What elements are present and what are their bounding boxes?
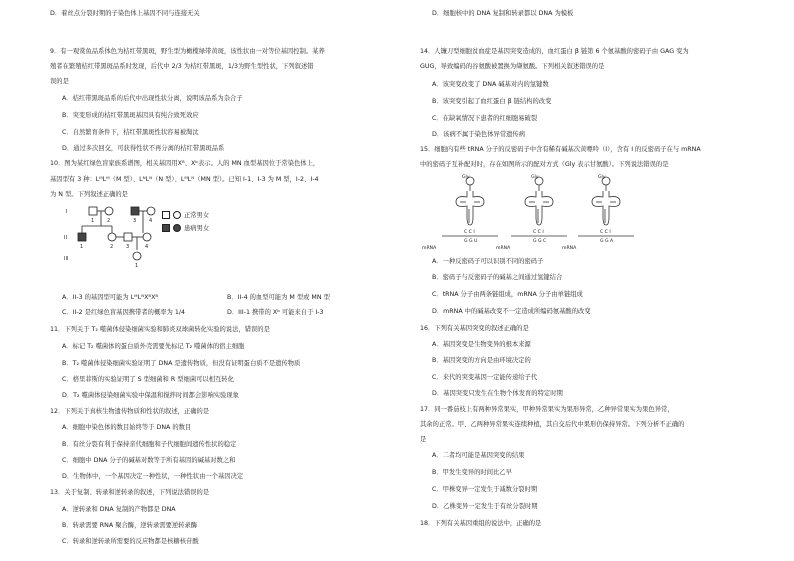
q18-stem: 18．下列有关基因重组的说法中，正确的是 (420, 520, 542, 527)
q17-option-b: B．甲发生变异的时间比乙早 (432, 469, 512, 476)
mrna-label-1: mRNA (422, 246, 437, 251)
q16-option-b: B．基因突变的方向是由环境决定的 (432, 357, 531, 364)
q17-option-c: C．甲株变异一定发生于减数分裂时期 (432, 486, 538, 493)
q16-option-c: C．来代的突变基因一定能传递给子代 (432, 374, 538, 381)
q9-option-b: B．突变形成的桔红带黑斑基因具有纯合致死效应 (62, 112, 199, 119)
mrna-label-2: mRNA (496, 246, 511, 251)
q17-option-d: D．乙株变异一定发生于有丝分裂时期 (432, 503, 538, 510)
q11-stem: 11．下列关于 T₂ 噬菌体侵染细菌实验和肺炎双球菌转化实验的说法，错误的是 (50, 326, 270, 333)
trna-body-2 (525, 191, 553, 225)
q11-option-b: B．T₂ 噬菌体侵染细菌实验证明了 DNA 是遗传物质，但没有证明蛋白质不是遗传物质 (62, 360, 301, 367)
q12-stem: 12．下列关于真核生物遗传物质和性状的叙述，正确的是 (50, 408, 210, 415)
q10-stem-line-1: 10．图为某红绿色盲家族系谱图，相关基因用Xᴮ、Xᵇ表示。人的 MN 血型基因位于常染色体上， (50, 160, 320, 167)
pedigree-male-i1 (89, 207, 97, 215)
trna-diagram (422, 173, 648, 253)
q14-option-b: B．该突变引起了血红蛋白 β 链结构的改变 (432, 98, 552, 105)
q15-option-d: D．mRNA 中的碱基改变不一定造成所编码氨基酸的改变 (432, 308, 591, 315)
legend-affected: 患病男女 (162, 224, 209, 232)
q13-option-d: D．细胞核中的 DNA 复制和转录都以 DNA 为模板 (432, 10, 574, 17)
q17-stem-line-1: 17．同一番茄枝上有两种异常果实，甲种异常果实为果形异常，乙种异常果实为果色异常， (420, 406, 674, 413)
codon-3: G G A (600, 239, 614, 244)
q15-stem-line-2: 中的密码子互补配对时，存在如图所示的配对方式（Gly 表示甘氨酸）。下列说法错误的是 (420, 161, 669, 168)
codon-1: G G U (464, 239, 478, 244)
trna-body-3 (592, 191, 620, 225)
q14-option-c: C．在缺氧情况下患者的红细胞易破裂 (432, 115, 538, 122)
q17-stem-line-2: 其余的正常。甲、乙两种异常果实连续种植，其自交后代中果形仍保持异常。下列分析不正确的 (420, 421, 685, 428)
legend-affected-male-icon (162, 224, 170, 232)
gly-label-2: Gly (531, 175, 539, 180)
pedigree-female-iii1 (133, 252, 141, 260)
q17-stem-line-3: 是 (420, 436, 427, 443)
pedigree-female-ii2 (108, 233, 116, 241)
q11-option-d: D．T₂ 噬菌体侵染细菌实验中保温和搅拌时间都会影响实验现象 (62, 392, 239, 399)
num-i3: 3 (133, 218, 137, 224)
q13-option-b: B．转录需要 RNA 聚合酶，逆转录需要逆转录酶 (62, 522, 198, 529)
q15-option-a: A．一种反密码子可以识别不同的密码子 (432, 258, 544, 265)
q10-stem-line-3: 为 N 型。下列叙述正确的是 (50, 191, 128, 198)
q15-stem-line-1: 15．细胞内有些 tRNA 分子的反密码子中含有稀有碱基次黄嘌呤（I），含有 I 的反密码子在与 mRNA (420, 146, 701, 153)
num-ii3: 3 (126, 244, 130, 250)
q14-stem-line-1: 14．人镰刀型细胞贫血症是基因突变造成的，血红蛋白 β 链第 6 个氨基酸的密码子由 GAG 变为 (420, 48, 689, 55)
q9-stem-line-2: 殖者在繁殖桔红带黑斑品系时发现，后代中 2/3 为桔红带黑斑，1/3为野生型性状，下列叙述错 (50, 63, 314, 70)
q9-stem-line-1: 9．有一观赏鱼品系体色为桔红带黑斑，野生型为橄榄绿带黄斑，该性状由一对等位基因控制。某养 (50, 48, 325, 55)
q14-option-a: A．该突变改变了 DNA 碱基对内的氢键数 (432, 81, 549, 88)
pedigree-female-i4 (147, 207, 155, 215)
q12-option-a: A．细胞中染色体的数目始终等于 DNA 的数目 (62, 424, 192, 431)
q9-option-c: C．自然繁育条件下，桔红带黑斑性状容易被淘汰 (62, 129, 199, 136)
anticodon-2: C C I (533, 230, 544, 235)
gen-label-i: I (66, 209, 68, 215)
q13-stem: 13．关于复制、转录和逆转录的叙述，下列说法错误的是 (50, 489, 210, 496)
gen-label-iii: III (64, 256, 69, 262)
q17-option-a: A．二者均可能是基因突变的结果 (432, 452, 525, 459)
pedigree-male-i3 (131, 207, 139, 215)
num-iii1: 1 (135, 263, 139, 269)
q11-option-a: A．标记 T₂ 噬菌体的蛋白质外壳需要先标记 T₂ 噬菌体的宿主细胞 (62, 343, 245, 350)
q12-option-b: B．有丝分裂有利于保持亲代细胞和子代细胞间遗传性状的稳定 (62, 441, 237, 448)
q10-stem-line-2: 基因型有 3 种：LᴹLᴹ（M 型）、LᴺLᴺ（N 型）、LᴹLᴺ（MN 型）。已知 I-1、I-3 为 M 型，I-2、I-4 (50, 176, 319, 183)
num-ii4: 4 (145, 244, 149, 250)
q10-option-d: D．III-1 携带的 Xᵇ 可能来自于 I-3 (227, 309, 324, 316)
q10-option-c: C．II-2 是红绿色盲基因携带者的概率为 1/4 (62, 309, 185, 316)
q15-option-b: B．密码子与反密码子的碱基之间通过氢键结合 (432, 274, 563, 281)
q9-stem-line-3: 误的是 (50, 78, 69, 85)
q9-option-a: A．桔红带黑斑品系的后代中出现性状分离，说明该品系为杂合子 (62, 95, 243, 102)
q13-option-a: A．逆转录和 DNA 复制的产物都是 DNA (62, 506, 176, 513)
q13-option-c: C．转录和逆转录所需要的反应物都是核糖核苷酸 (62, 538, 199, 545)
pedigree-male-ii1 (78, 233, 86, 241)
q8-option-d: D．着丝点分裂时期的子染色体上基因不同与连接无关 (50, 10, 200, 17)
num-i4: 4 (149, 218, 153, 224)
q10-option-b: B．II-4 的血型可能为 M 型或 MN 型 (227, 294, 330, 301)
mrna-label-3: mRNA (562, 246, 577, 251)
q16-stem: 16．下列有关基因突变的叙述正确的是 (420, 325, 529, 332)
legend-normal-female-icon (173, 211, 181, 219)
q9-option-d: D．通过多次回交，可获得性状不再分离的桔红带黑斑品系 (62, 145, 225, 152)
q12-option-c: C．细胞中 DNA 分子的碱基对数等于所有基因的碱基对数之和 (62, 457, 236, 464)
anticodon-3: C C I (600, 230, 611, 235)
q16-option-d: D．基因突变只发生在生物个体发育的特定时期 (432, 390, 563, 397)
num-ii2: 2 (110, 244, 114, 250)
trna-body-1 (456, 191, 484, 225)
q14-stem-line-2: GUG，导致编码的谷氨酸被置换为缬氨酸。下列相关叙述错误的是 (420, 63, 605, 70)
pedigree-female-i2 (105, 207, 113, 215)
q10-option-a: A．II-3 的基因型可能为 LᴹLᴺXᴮXᴮ (62, 294, 159, 301)
gen-label-ii: II (64, 235, 67, 241)
q15-option-c: C．tRNA 分子由两条链组成，mRNA 分子由单链组成 (432, 291, 583, 298)
anticodon-1: C C I (464, 230, 475, 235)
num-ii1: 1 (80, 244, 84, 250)
pedigree-male-ii3 (124, 233, 132, 241)
num-i2: 2 (107, 218, 111, 224)
q10-options-row-1 (62, 295, 392, 301)
q11-option-c: C．格里菲斯的实验证明了 S 型细菌和 R 型细菌可以相互转化 (62, 376, 234, 383)
legend-normal-male-icon (162, 211, 170, 219)
gly-label-3: Gly (598, 175, 606, 180)
legend-affected-female-icon (173, 224, 181, 232)
legend-normal: 正常男女 (162, 211, 209, 219)
q16-option-a: A．基因突变是生物变异的根本来源 (432, 341, 531, 348)
codon-2: G G C (533, 239, 547, 244)
q12-option-d: D．生物体中，一个基因决定一种性状，一种性状由一个基因决定 (62, 473, 244, 480)
q10-options-row-2 (62, 310, 392, 316)
pedigree-female-ii4 (143, 233, 151, 241)
gly-label-1: Gly (462, 175, 470, 180)
num-i1: 1 (91, 218, 95, 224)
q14-option-d: D．该病不属于染色体异常遗传病 (432, 131, 526, 138)
